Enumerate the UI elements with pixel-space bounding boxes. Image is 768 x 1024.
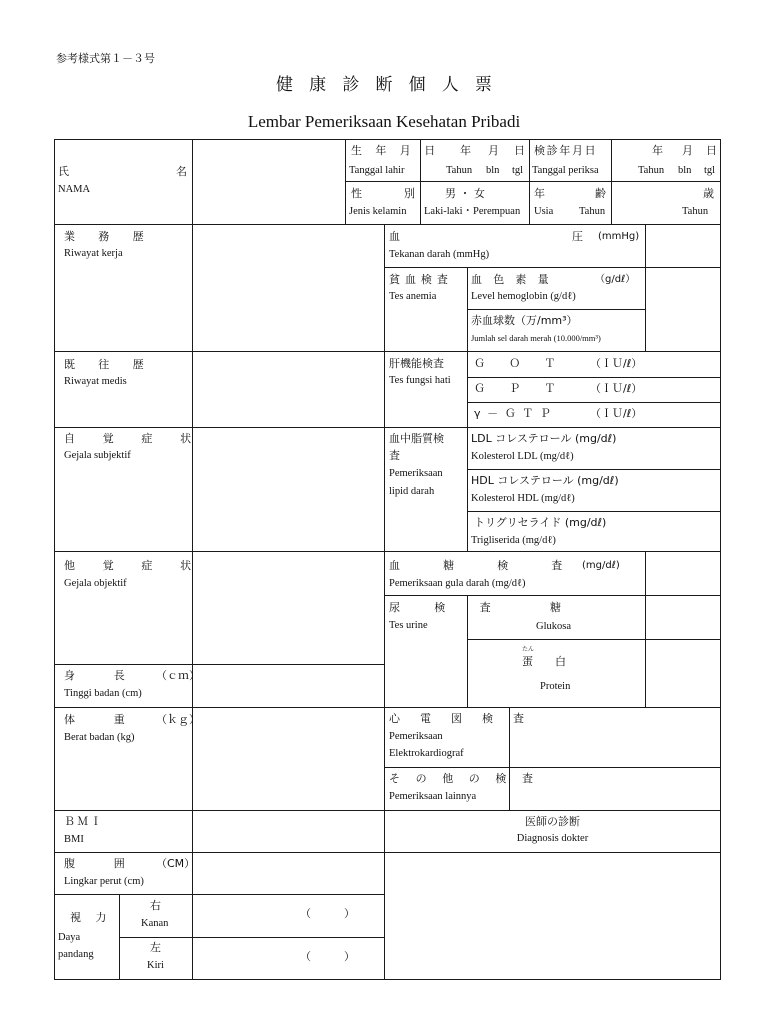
hemoglobin-field[interactable] <box>646 268 720 309</box>
birth-day-id: tgl <box>512 165 524 176</box>
hdl-label-jp: HDL コレステロール (mg/dℓ) <box>471 474 619 487</box>
lipid-label-jp-b: 査 <box>389 449 400 462</box>
protein-field[interactable] <box>646 640 720 707</box>
bmi-label-jp: ＢＭＩ <box>64 815 104 828</box>
waist-label-jp: 腹 囲 <box>64 857 143 870</box>
age-value-id: Tahun <box>682 206 709 217</box>
medical-history-label-id: Riwayat medis <box>64 376 127 387</box>
age-label-jp-a: 年 <box>534 187 545 200</box>
hemoglobin-label-id: Level hemoglobin (g/dℓ) <box>471 291 576 302</box>
objective-symptoms-label-jp: 他 覚 症 状 <box>64 559 204 572</box>
sex-label-jp-a: 性 <box>351 187 362 200</box>
anemia-label-id: Tes anemia <box>389 291 437 302</box>
page-title-id: Lembar Pemeriksaan Kesehatan Pribadi <box>247 112 521 131</box>
glucose-label-id: Glukosa <box>536 621 571 632</box>
weight-label-id: Berat badan (kg) <box>64 732 135 743</box>
blood-pressure-label-jp-b: 圧 <box>572 230 583 243</box>
age-label-id: Usia <box>534 206 554 217</box>
name-label-id: NAMA <box>58 184 91 195</box>
hdl-field[interactable] <box>646 470 720 511</box>
glucose-label-jp: 糖 <box>550 601 561 614</box>
vision-left-label-id: Kiri <box>147 960 164 971</box>
hemoglobin-unit: （g/dℓ） <box>595 274 636 285</box>
blood-sugar-label-jp: 血 糖 検 査 <box>389 559 583 572</box>
triglyceride-field[interactable] <box>646 512 720 551</box>
rbc-field[interactable] <box>646 310 720 351</box>
birth-year-id: Tahun <box>446 165 473 176</box>
got-field[interactable] <box>646 352 720 377</box>
blood-sugar-unit: (mg/dℓ) <box>582 560 620 571</box>
bmi-field[interactable] <box>193 811 383 852</box>
liver-label-id: Tes fungsi hati <box>389 375 451 386</box>
vision-right-label-jp: 右 <box>150 899 161 912</box>
exam-year-id: Tahun <box>638 165 665 176</box>
subjective-symptoms-label-jp: 自 覚 症 状 <box>64 432 204 445</box>
exam-year-jp: 年 <box>652 144 663 157</box>
exam-month-id: bln <box>678 165 692 176</box>
blood-pressure-field[interactable] <box>646 225 720 267</box>
work-history-label-id: Riwayat kerja <box>64 248 123 259</box>
vision-label-jp: 視 力 <box>70 911 112 924</box>
medical-history-field[interactable] <box>193 352 383 427</box>
doctor-diagnosis-label-id: Diagnosis dokter <box>516 833 589 844</box>
sex-label-id: Jenis kelamin <box>349 206 407 217</box>
weight-unit: （ｋｇ） <box>156 713 200 726</box>
anemia-label-jp: 貧血検査 <box>389 273 453 286</box>
other-tests-field[interactable] <box>510 768 720 810</box>
triglyceride-label-id: Trigliserida (mg/dℓ) <box>471 535 556 546</box>
ecg-label-id-a: Pemeriksaan <box>389 731 443 742</box>
vision-right-field[interactable]: （ ） <box>300 907 355 920</box>
ecg-label-id-b: Elektrokardiograf <box>389 748 464 759</box>
height-field[interactable] <box>193 665 383 707</box>
ldl-label-id: Kolesterol LDL (mg/dℓ) <box>471 451 574 462</box>
ldl-field[interactable] <box>646 428 720 469</box>
triglyceride-label-jp: トリグリセライド (mg/dℓ) <box>474 516 607 529</box>
height-label-jp: 身 長 <box>64 669 143 682</box>
page-title-jp: 健康診断個人票 <box>276 75 509 95</box>
hdl-label-id: Kolesterol HDL (mg/dℓ) <box>471 493 575 504</box>
work-history-label-jp: 業 務 歴 <box>64 230 154 243</box>
objective-symptoms-label-id: Gejala objektif <box>64 578 127 589</box>
protein-label-id: Protein <box>540 681 571 692</box>
blood-pressure-unit: (mmHg) <box>598 231 640 242</box>
other-tests-label-id: Pemeriksaan lainnya <box>389 791 477 802</box>
rbc-label-jp: 赤血球数（万/mm³） <box>471 314 578 327</box>
exam-month-jp: 月 <box>682 144 693 157</box>
sex-options-id[interactable]: Laki-laki・Perempuan <box>424 206 521 217</box>
lipid-label-id-a: Pemeriksaan <box>389 468 443 479</box>
age-value-jp: 歳 <box>703 187 714 200</box>
subjective-symptoms-field[interactable] <box>193 428 383 551</box>
liver-label-jp: 肝機能検査 <box>389 357 444 370</box>
ldl-label-jp: LDL コレステロール (mg/dℓ) <box>471 432 617 445</box>
birth-day-jp: 日 <box>514 144 525 157</box>
ecg-field[interactable] <box>510 708 720 767</box>
hemoglobin-label-jp: 血 色 素 量 <box>471 273 553 286</box>
height-label-id: Tinggi badan (cm) <box>64 688 142 699</box>
other-tests-label-jp: そ の 他 の 検 査 <box>389 772 540 785</box>
waist-unit: （CM） <box>156 857 196 870</box>
vision-left-field[interactable]: （ ） <box>300 950 355 963</box>
name-label-jp-a: 氏 <box>58 165 69 178</box>
vision-left-label-jp: 左 <box>150 941 161 954</box>
glucose-field[interactable] <box>646 596 720 639</box>
bmi-label-id: BMI <box>64 834 84 845</box>
blood-sugar-field[interactable] <box>646 552 720 595</box>
waist-field[interactable] <box>193 853 383 894</box>
gpt-field[interactable] <box>646 378 720 402</box>
ggtp-unit: （ＩＵ/ℓ） <box>590 407 643 420</box>
urine-label-id: Tes urine <box>389 620 428 631</box>
vision-label-id-b: pandang <box>58 949 94 960</box>
ecg-label-jp: 心 電 図 検 査 <box>389 712 533 725</box>
lipid-label-id-b: lipid darah <box>389 486 435 497</box>
gpt-unit: （ＩＵ/ℓ） <box>590 382 643 395</box>
exam-date-label-id: Tanggal periksa <box>532 165 599 176</box>
birth-year-jp: 年 <box>460 144 471 157</box>
waist-label-id: Lingkar perut (cm) <box>64 876 144 887</box>
blood-sugar-label-id: Pemeriksaan gula darah (mg/dℓ) <box>389 578 526 589</box>
exam-day-id: tgl <box>704 165 716 176</box>
weight-field[interactable] <box>193 708 383 810</box>
name-label-jp-b: 名 <box>176 165 187 178</box>
age-unit-id: Tahun <box>579 206 606 217</box>
birth-month-jp: 月 <box>488 144 499 157</box>
urine-label-jp: 尿 検 査 <box>389 601 506 614</box>
weight-label-jp: 体 重 <box>64 713 143 726</box>
medical-history-label-jp: 既 往 歴 <box>64 358 154 371</box>
name-field[interactable] <box>193 140 344 224</box>
birth-month-id: bln <box>486 165 500 176</box>
rbc-label-id: Jumlah sel darah merah (10.000/mm³) <box>471 333 601 343</box>
doctor-diagnosis-label-jp: 医師の診断 <box>525 815 580 828</box>
doctor-diagnosis-field[interactable] <box>385 853 720 979</box>
age-label-jp-b: 齢 <box>595 187 606 200</box>
birth-label-jp: 生 年 月 日 <box>351 144 441 157</box>
vision-label-id-a: Daya <box>58 932 81 943</box>
subjective-symptoms-label-id: Gejala subjektif <box>64 450 131 461</box>
got-unit: （ＩＵ/ℓ） <box>590 357 643 370</box>
objective-symptoms-field[interactable] <box>193 552 383 664</box>
protein-label-jp: 蛋 白 <box>522 655 566 668</box>
birth-label-id: Tanggal lahir <box>349 165 405 176</box>
gpt-label: Ｇ Ｐ Ｔ <box>474 382 562 395</box>
got-label: Ｇ Ｏ Ｔ <box>474 357 562 370</box>
sex-options-jp[interactable]: 男 ・ 女 <box>445 187 485 200</box>
height-unit: （ｃｍ） <box>156 669 200 682</box>
lipid-label-jp-a: 血中脂質検 <box>389 432 444 445</box>
form-reference: 参考様式第１－３号 <box>56 52 155 65</box>
ggtp-field[interactable] <box>646 403 720 427</box>
sex-label-jp-b: 別 <box>404 187 415 200</box>
ggtp-label: γ－ＧＴＰ <box>474 407 558 420</box>
work-history-field[interactable] <box>193 225 383 351</box>
exam-date-label-jp: 検診年月日 <box>534 144 598 157</box>
exam-day-jp: 日 <box>706 144 717 157</box>
vision-right-label-id: Kanan <box>141 918 169 929</box>
blood-pressure-label-id: Tekanan darah (mmHg) <box>389 249 490 260</box>
protein-ruby: たん <box>522 646 535 653</box>
blood-pressure-label-jp-a: 血 <box>389 230 400 243</box>
